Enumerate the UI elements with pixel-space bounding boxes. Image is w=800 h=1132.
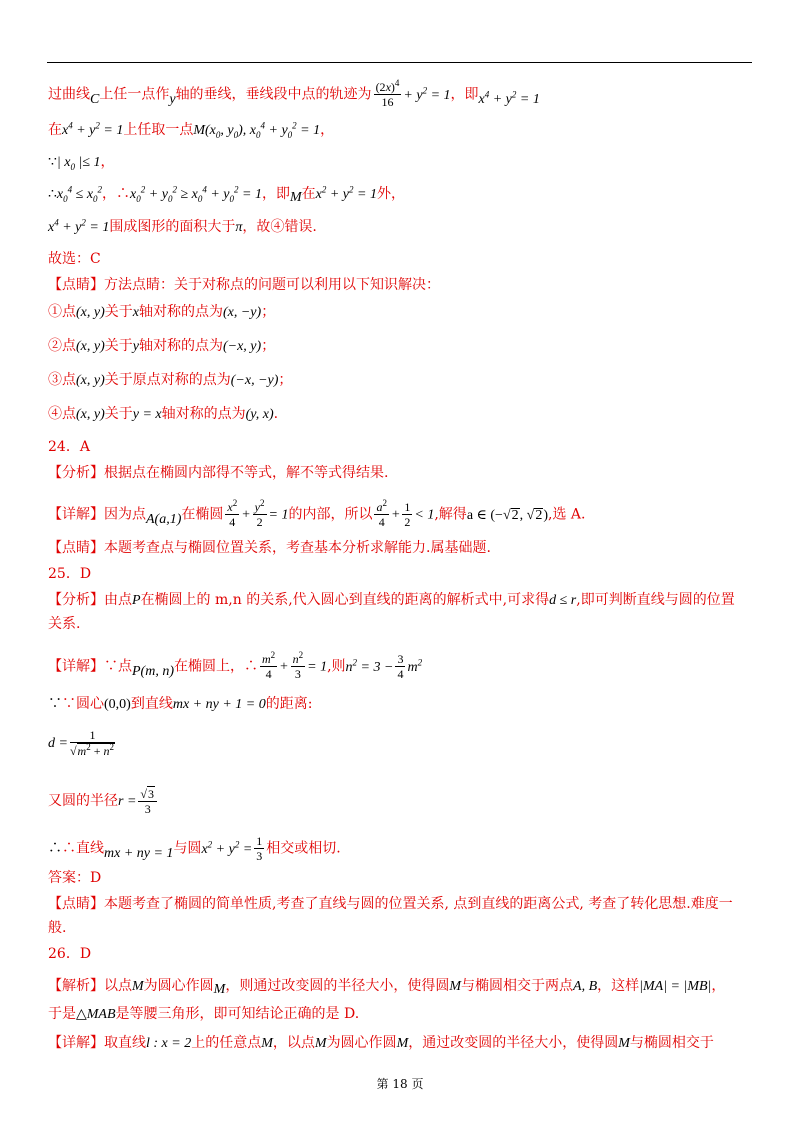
question-25-title: 25．D xyxy=(48,566,92,582)
q25-tip-cont: 般. xyxy=(48,920,67,936)
q25-radius: 又圆的半径r = $\frac{√3}{3}$ xyxy=(48,786,159,816)
symmetry-rule-1: ①点(x, y)关于x轴对称的点为(x, −y)； xyxy=(48,304,276,320)
text-line-1: 过曲线C上任一点作y轴的垂线，垂线段中点的轨迹为 $\frac{(2x)^4}{16}$ + $y^2 = 1$，即$x^4 + y^2 = 1$ xyxy=(48,78,540,109)
q25-conclusion: ∴∴直线mx + ny = 1与圆$x^2 + y^2$ = $\frac{1}{3}$ 相交或相切. xyxy=(48,834,341,863)
q24-analysis: 【分析】根据点在椭圆内部得不等式，解不等式得结果. xyxy=(48,465,389,481)
header-rule xyxy=(47,62,752,63)
answer-choice: 故选：C xyxy=(48,251,101,267)
text-line-5: $x^4 + y^2 = 1$围成图形的面积大于π，故④错误. xyxy=(48,217,317,235)
q25-answer: 答案：D xyxy=(48,870,102,886)
question-24-title: 24．A xyxy=(48,439,90,455)
page-number: 第 18 页 xyxy=(376,1077,424,1091)
symmetry-rule-2: ②点(x, y)关于y轴对称的点为(−x, y)； xyxy=(48,338,276,354)
q25-tip: 【点睛】本题考查了椭圆的简单性质,考查了直线与圆的位置关系, 点到直线的距离公式, 考查了转化思想.难度一 xyxy=(48,896,733,912)
formula-fraction: $\frac{(2x)^4}{16}$ xyxy=(375,78,400,109)
text-line-2: 在$x^4 + y^2 = 1$上任取一点$M(x_0$, $y_0$), $x_0^4 + y_0^2 = 1$， xyxy=(48,120,335,140)
symmetry-rule-4: ④点(x, y)关于y = x轴对称的点为(y, x). xyxy=(48,406,279,422)
q26-analysis: 【解析】以点M为圆心作圆M，则通过改变圆的半径大小，使得圆M与椭圆相交于两点A, B，这样|MA| = |MB|， xyxy=(48,978,726,997)
q26-detail: 【详解】取直线l : x = 2上的任意点M，以点M为圆心作圆M，通过改变圆的半径大小，使得圆M与椭圆相交于 xyxy=(48,1035,714,1051)
symmetry-rule-3: ③点(x, y)关于原点对称的点为(−x, −y)； xyxy=(48,372,293,388)
q25-detail: 【详解】∵点P(m, n)在椭圆上，∴ $\frac{m^2}{4}$ + $\frac{n^2}{3}$ = 1,则$n^2 = 3$ − $\frac{3}{4}$ $m^2$ xyxy=(48,650,423,681)
q24-detail: 【详解】因为点A(a,1)在椭圆 $\frac{x^2}{4}$ + $\frac{y^2}{2}$ = 1的内部，所以 $\frac{a^2}{4}$ + $\frac{1}{2}$ < 1,解得a ∈ (−√2, √2),选 A. xyxy=(48,498,586,529)
question-26-title: 26．D xyxy=(48,946,92,962)
q25-analysis: 【分析】由点P在椭圆上的 m,n 的关系,代入圆心到直线的距离的解析式中,可求得d ≤ r,即可判断直线与圆的位置 xyxy=(48,592,735,608)
text-line-4: $\therefore x_0^4 \le x_0^2$，$\therefore x_0^2 + y_0^2 \ge x_0^4 + y_0^2 = 1$，即M在$x^2 + y^2 = 1$外， xyxy=(48,184,405,205)
q24-tip: 【点睛】本题考查点与椭圆位置关系，考查基本分析求解能力.属基础题. xyxy=(48,540,491,556)
q25-distance-formula: d = $\frac{1}{√m^2 + n^2}$ xyxy=(48,728,114,758)
q26-analysis-cont: 于是△MAB是等腰三角形，即可知结论正确的是 D. xyxy=(48,1006,360,1022)
q25-distance-intro: ∵∵圆心(0,0)到直线mx + ny + 1 = 0的距离: xyxy=(48,696,313,712)
tip-heading: 【点睛】方法点睛：关于对称点的问题可以利用以下知识解决： xyxy=(48,277,440,293)
q25-analysis-cont: 关系. xyxy=(48,616,81,632)
text-line-3: ∵| $x_0$ |≤ 1， xyxy=(48,154,115,172)
